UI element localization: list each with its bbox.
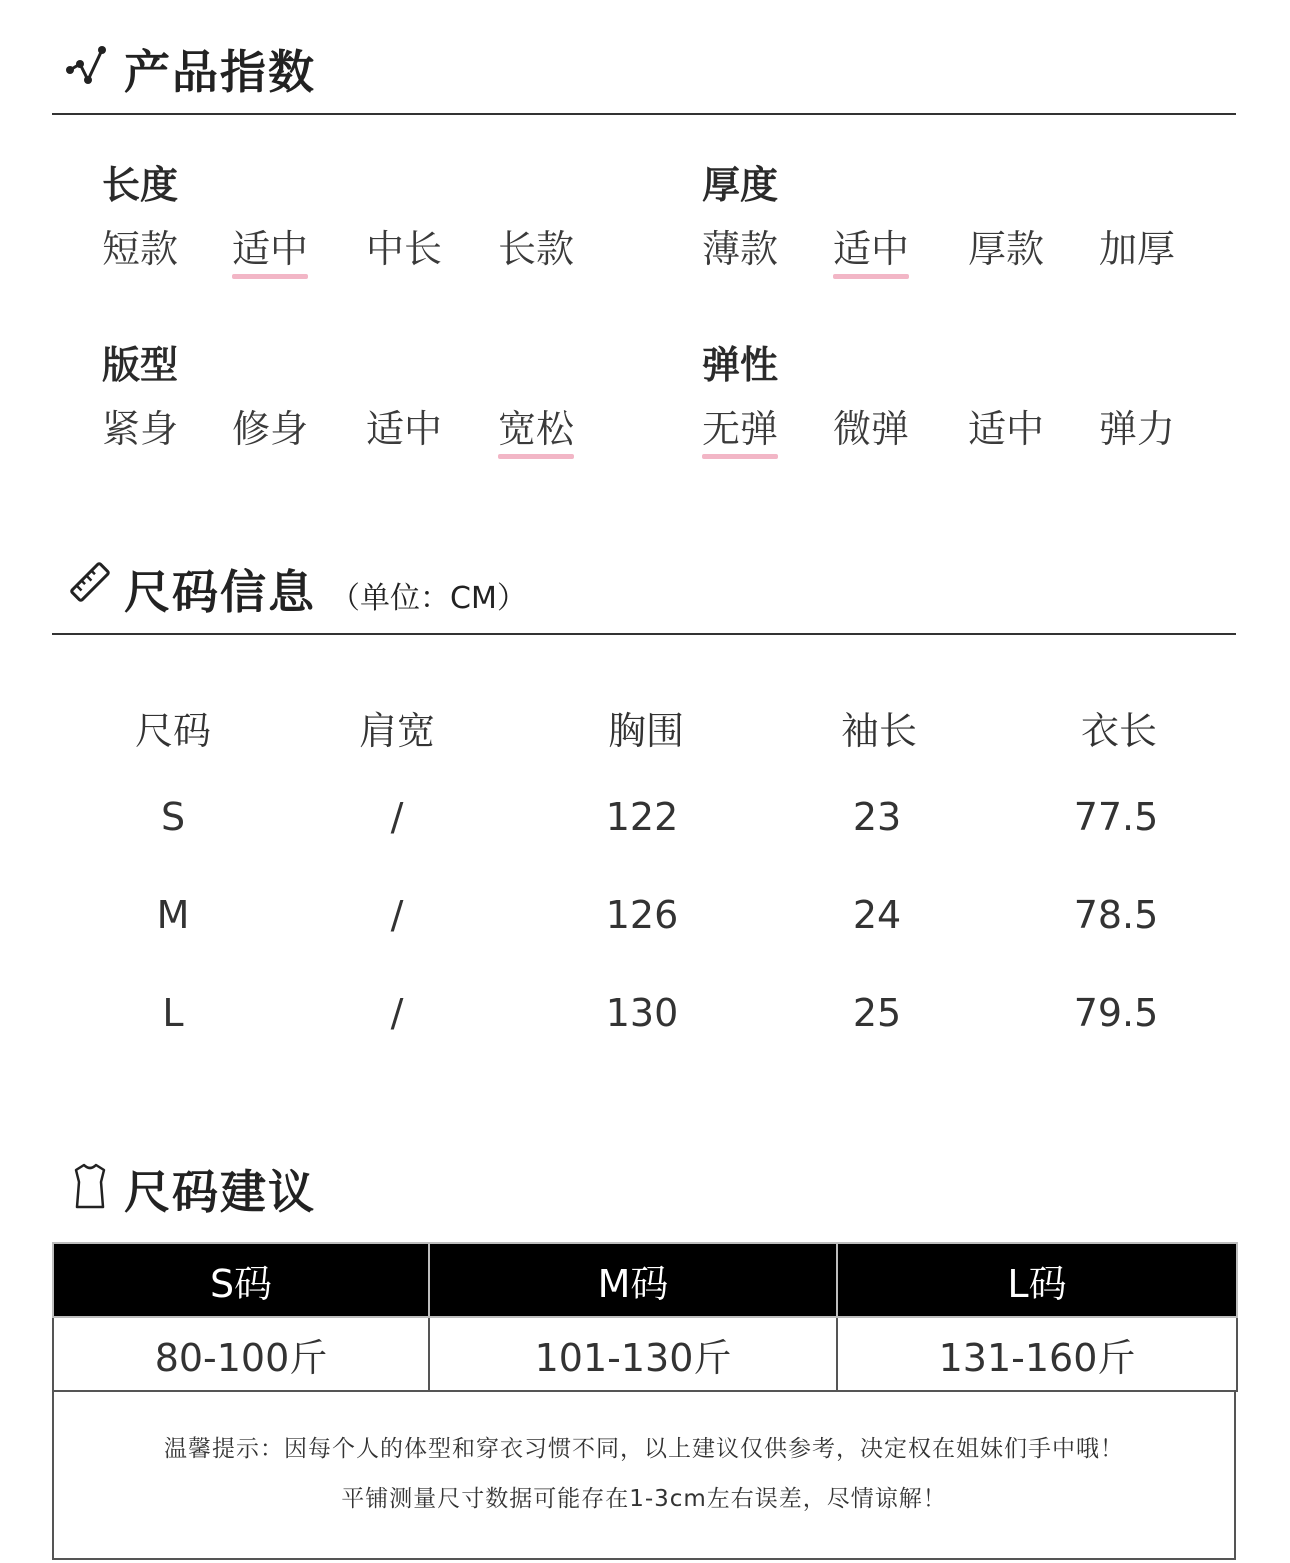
size-advice-title: 尺码建议 (124, 1165, 316, 1219)
option-short: 短款 (102, 227, 179, 271)
advice-header-l: L码 (837, 1243, 1237, 1317)
size-advice-table (52, 1242, 1238, 1392)
option-slight-stretch: 微弹 (833, 407, 910, 451)
size-table-cell: M (156, 893, 190, 937)
option-long: 长款 (498, 227, 575, 271)
size-table-cell: 24 (852, 893, 902, 937)
size-table-cell: 77.5 (1073, 795, 1159, 839)
advice-header-s: S码 (53, 1243, 429, 1317)
chart-line-icon (66, 44, 108, 86)
option-thin: 薄款 (702, 227, 779, 271)
size-table-cell: 130 (605, 991, 679, 1035)
tip-text: 温馨提示：因每个人的体型和穿衣习惯不同，以上建议仅供参考，决定权在姐妹们手中哦！ (164, 1436, 1124, 1462)
attr-label-fit: 版型 (102, 343, 179, 387)
option-slim: 修身 (232, 407, 309, 451)
size-table-cell: 78.5 (1073, 893, 1159, 937)
size-table-header: 肩宽 (358, 709, 435, 753)
tips-box (52, 1390, 1236, 1560)
tip-text: 平铺测量尺寸数据可能存在1-3cm左右误差，尽情谅解！ (341, 1486, 947, 1512)
section-divider (52, 113, 1236, 115)
option-medium-stretch: 适中 (968, 407, 1045, 451)
section-divider (52, 633, 1236, 635)
option-extra-thick: 加厚 (1099, 227, 1176, 271)
size-table-cell: 79.5 (1073, 991, 1159, 1035)
product-index-title: 产品指数 (124, 45, 316, 99)
option-tight: 紧身 (102, 407, 179, 451)
size-table-header: 衣长 (1080, 709, 1157, 753)
option-regular: 适中 (366, 407, 443, 451)
table-row (53, 1317, 1237, 1391)
advice-weight-s: 80-100斤 (53, 1317, 429, 1391)
size-table-cell: 25 (852, 991, 902, 1035)
option-mid-long: 中长 (366, 227, 443, 271)
size-table-cell: / (390, 795, 404, 839)
advice-weight-m: 101-130斤 (429, 1317, 837, 1391)
option-medium-selected: 适中 (232, 218, 308, 273)
unit-note: （单位：CM） (330, 581, 527, 616)
size-table-cell: S (160, 795, 186, 839)
table-row (53, 1243, 1237, 1317)
option-stretch: 弹力 (1099, 407, 1176, 451)
advice-header-m: M码 (429, 1243, 837, 1317)
size-table-cell: 122 (605, 795, 679, 839)
shirt-icon (70, 1162, 110, 1210)
option-medium-selected: 适中 (833, 218, 909, 273)
size-table-cell: L (162, 991, 184, 1035)
size-info-title (124, 556, 527, 622)
advice-weight-l: 131-160斤 (837, 1317, 1237, 1391)
option-no-stretch-selected: 无弹 (702, 398, 778, 453)
size-table-cell: / (390, 893, 404, 937)
attr-label-length: 长度 (102, 163, 179, 207)
size-table-cell: 23 (852, 795, 902, 839)
attr-label-thickness: 厚度 (702, 163, 779, 207)
size-table-header: 袖长 (840, 709, 917, 753)
size-table-header: 胸围 (607, 709, 684, 753)
option-thick: 厚款 (968, 227, 1045, 271)
size-info-title-text: 尺码信息 (124, 565, 316, 619)
attr-label-elasticity: 弹性 (702, 343, 779, 387)
size-table-header: 尺码 (134, 709, 211, 753)
size-table-cell: 126 (605, 893, 679, 937)
option-loose-selected: 宽松 (498, 398, 574, 453)
ruler-icon (68, 560, 112, 604)
size-table-cell: / (390, 991, 404, 1035)
